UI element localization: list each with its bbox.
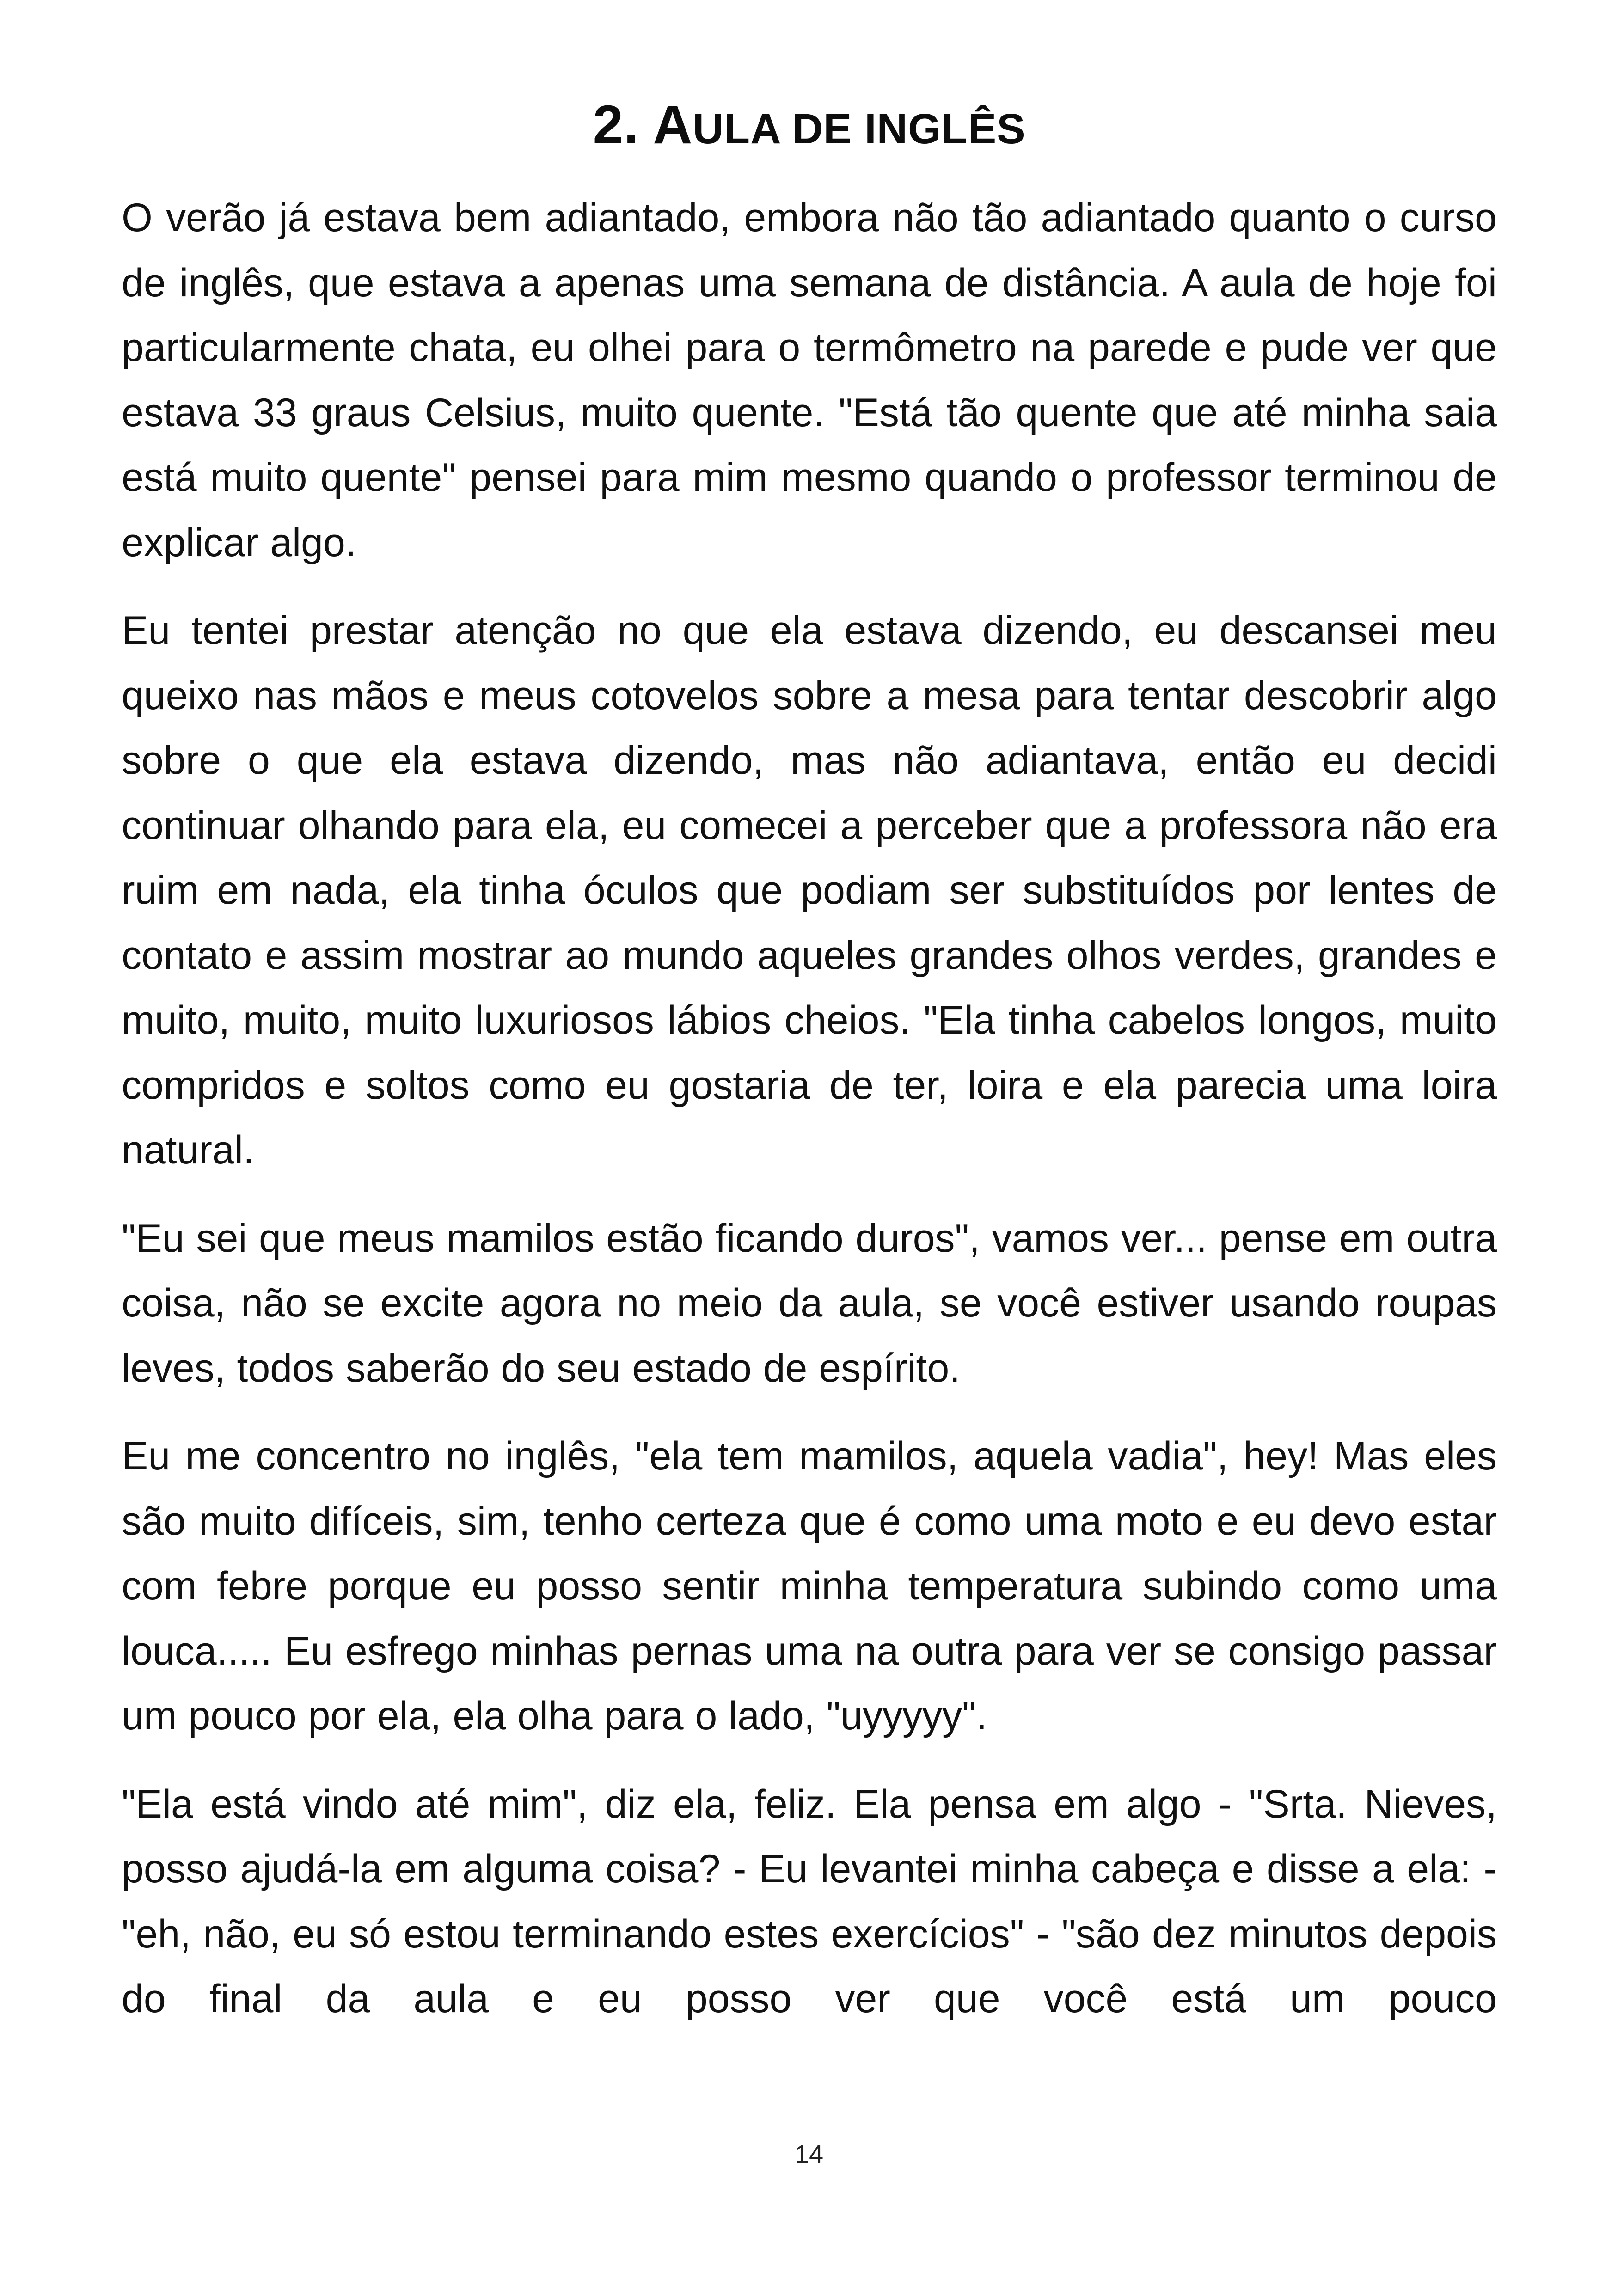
chapter-title: [122, 81, 1497, 173]
paragraph-5: "Ela está vindo até mim", diz ela, feliz. Ela pensa em algo - "Srta. Nieves, posso ajudá-la em alguma coisa? - Eu levantei minha cabeça e disse a ela: - "eh, não, eu só estou terminando estes exercícios" - "são dez minutos depois do final da aula e eu posso ver que você está um pouco: [122, 1782, 1497, 2021]
paragraph-4: Eu me concentro no inglês, "ela tem mamilos, aquela vadia", hey! Mas eles são muito difíceis, sim, tenho certeza que é como uma moto e eu devo estar com febre porque eu posso sentir minha temperatura subindo como uma louca..... Eu esfrego minhas pernas uma na outra para ver se consigo passar um pouco por ela, ela olha para o lado, "uyyyyy".: [122, 1434, 1497, 1738]
paragraph-1: O verão já estava bem adiantado, embora não tão adiantado quanto o curso de inglês, que estava a apenas uma semana de distância. A aula de hoje foi particularmente chata, eu olhei para o termômetro na parede e pude ver que estava 33 graus Celsius, muito quente. "Está tão quente que até minha saia está muito quente" pensei para mim mesmo quando o professor terminou de explicar algo.: [122, 196, 1497, 565]
chapter-number: 2.: [593, 94, 639, 155]
paragraph-2: Eu tentei prestar atenção no que ela estava dizendo, eu descansei meu queixo nas mãos e meus cotovelos sobre a mesa para tentar descobrir algo sobre o que ela estava dizendo, mas não adiantava, então eu decidi continuar olhando para ela, eu comecei a perceber que a professora não era ruim em nada, ela tinha óculos que podiam ser substituídos por lentes de contato e assim mostrar ao mundo aqueles grandes olhos verdes, grandes e muito, muito, muito luxuriosos lábios cheios. "Ela tinha cabelos longos, muito compridos e soltos como eu gostaria de ter, loira e ela parecia uma loira natural.: [122, 608, 1497, 1172]
chapter-title-rest: ULA DE INGLÊS: [693, 105, 1026, 153]
paragraph-3: "Eu sei que meus mamilos estão ficando duros", vamos ver... pense em outra coisa, não se excite agora no meio da aula, se você estiver usando roupas leves, todos saberão do seu estado de espírito.: [122, 1216, 1497, 1390]
chapter-text: [122, 185, 1497, 2032]
page-number: 14: [794, 2139, 824, 2168]
chapter-title-initial: A: [653, 94, 693, 155]
